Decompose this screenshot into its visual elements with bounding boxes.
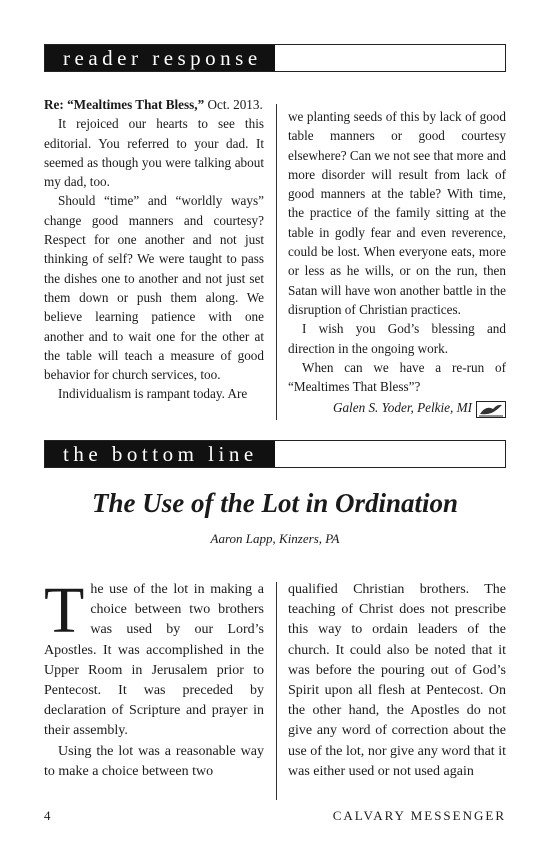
column-divider (276, 582, 277, 800)
drop-cap: T (44, 574, 85, 647)
letter-reference (44, 95, 264, 114)
letter-column-right (288, 107, 506, 418)
section-label: the bottom line (45, 441, 275, 467)
letter-paragraph: Should “time” and “worldly ways” change good manners and courtesy? Respect for one another and not just thinking of self? We were taught to pass the dishes one to another and not just set them down or push them along. We believe learning patience with one another and to wait one for the other at the table will teach a measure of good behavior for church services, too. (44, 193, 264, 383)
letter-paragraph: When can we have a re-run of “Mealtimes That Bless”? (288, 359, 506, 395)
article-title: The Use of the Lot in Ordination (91, 488, 459, 518)
letter-column-left (44, 95, 264, 404)
article-paragraph: qualified Christian brothers. The teaching of Christ does not prescribe this way to ordain leaders of the church. It could also be noted that it was before the pouring out of God’s Spirit upon all flesh at Pentecost. On the other hand, the Apostles do not give any word of correction about the use of the lot, nor give any word that it was either used or not used again (288, 582, 506, 779)
letter-re-date: Oct. 2013. (204, 97, 263, 112)
bottom-line-header (44, 440, 506, 468)
letter-signature: Galen S. Yoder, Pelkie, MI (332, 400, 472, 416)
article-column-left (44, 574, 264, 782)
page-number: 4 (44, 808, 51, 823)
article-author: Aaron Lapp, Kinzers, PA (210, 531, 340, 546)
section-label: reader response (45, 45, 275, 71)
letter-paragraph: we planting seeds of this by lack of good table manners or good courtesy elsewhere? Can we not see that more and more disorder will result from lack of good manners at the table? With time, the practice of the family sitting at the table in godly fear and even reverence, could be lost. When everyone eats, more or less as he wills, or on the run, then Satan will have won another battle in the disruption of Christian practices. (288, 109, 506, 317)
reader-response-header (44, 44, 506, 72)
letter-re-label: Re: “Mealtimes That Bless,” (44, 97, 205, 112)
letter-paragraph: I wish you God’s blessing and direction in the ongoing work. (288, 321, 506, 356)
letter-paragraph: It rejoiced our hearts to see this editorial. You referred to your dad. It seemed as though you were talking about my dad, too. (44, 116, 264, 190)
article-paragraph: Using the lot was a reasonable way to make a choice between two (44, 743, 264, 779)
article-paragraph (44, 574, 264, 742)
dove-logo-icon (476, 401, 506, 418)
column-divider (276, 104, 277, 420)
letter-signature-line (288, 398, 506, 417)
article-column-right (288, 580, 506, 782)
article-paragraph-text: he use of the lot in making a choice between two brothers was used by our Lord’s Apostles. It was accomplished in the Upper Room in Jerusalem prior to Pentecost. It was preceded by declaration of Scripture and prayer in their assembly. (44, 582, 264, 739)
letter-paragraph: Individualism is rampant today. Are (58, 386, 248, 402)
publication-name: CALVARY MESSENGER (332, 808, 506, 823)
